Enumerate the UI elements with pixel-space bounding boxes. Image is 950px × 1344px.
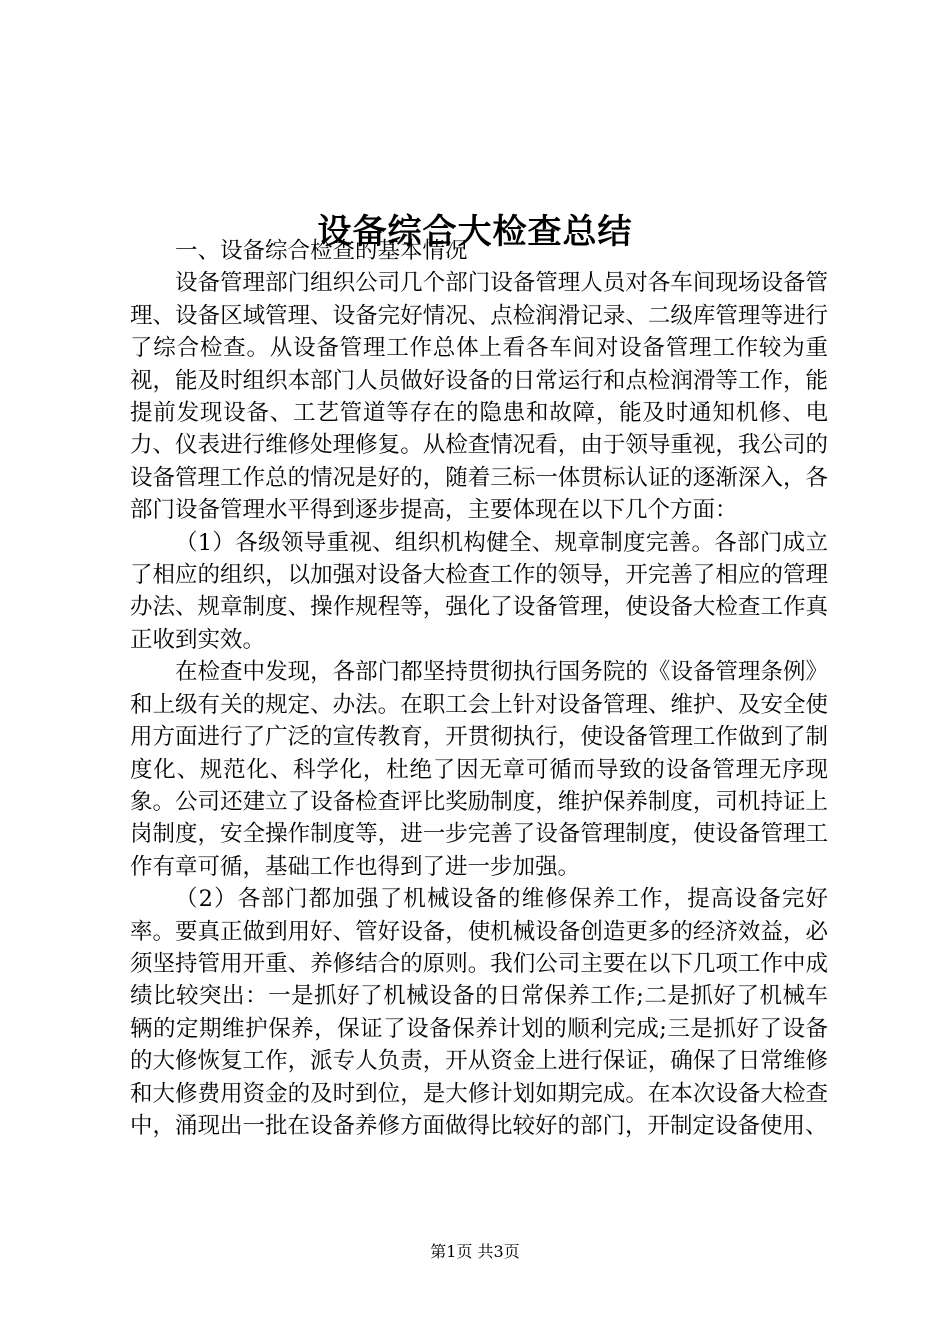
body-paragraph: 设备管理部门组织公司几个部门设备管理人员对各车间现场设备管理、设备区域管理、设备完好情况、点检润滑记录、二级库管理等进行了综合检查。从设备管理工作总体上看各车间对设备管理工作较为重视，能及时组织本部门人员做好设备的日常运行和点检润滑等工作，能提前发现设备、工艺管道等存在的隐患和故障，能及时通知机修、电力、仪表进行维修处理修复。从检查情况看，由于领导重视，我公司的设备管理工作总的情况是好的，随着三标一体贯标认证的逐渐深入，各部门设备管理水平得到逐步提高，主要体现在以下几个方面：: [130, 270, 828, 524]
document-body: [130, 235, 828, 1142]
body-paragraph: 在检查中发现，各部门都坚持贯彻执行国务院的《设备管理条例》和上级有关的规定、办法。在职工会上针对设备管理、维护、及安全使用方面进行了广泛的宣传教育，开贯彻执行，使设备管理工作做到了制度化、规范化、科学化，杜绝了因无章可循而导致的设备管理无序现象。公司还建立了设备检查评比奖励制度，维护保养制度，司机持证上岗制度，安全操作制度等，进一步完善了设备管理制度，使设备管理工作有章可循，基础工作也得到了进一步加强。: [130, 659, 828, 880]
section-heading: 一、设备综合检查的基本情况: [175, 238, 468, 264]
body-paragraph: （2）各部门都加强了机械设备的维修保养工作，提高设备完好率。要真正做到用好、管好设备，使机械设备创造更多的经济效益，必须坚持管用开重、养修结合的原则。我们公司主要在以下几项工作中成绩比较突出：一是抓好了机械设备的日常保养工作;二是抓好了机械车辆的定期维护保养，保证了设备保养计划的顺利完成;三是抓好了设备的大修恢复工作，派专人负责，开从资金上进行保证，确保了日常维修和大修费用资金的及时到位，是大修计划如期完成。在本次设备大检查中，涌现出一批在设备养修方面做得比较好的部门，开制定设备使用、: [130, 886, 828, 1139]
document-title: 设备综合大检查总结: [317, 211, 633, 252]
body-paragraph: （1）各级领导重视、组织机构健全、规章制度完善。各部门成立了相应的组织，以加强对设备大检查工作的领导，开完善了相应的管理办法、规章制度、操作规程等，强化了设备管理，使设备大检查工作真正收到实效。: [130, 529, 828, 653]
page-number-footer: 第1页 共3页: [430, 1242, 520, 1261]
